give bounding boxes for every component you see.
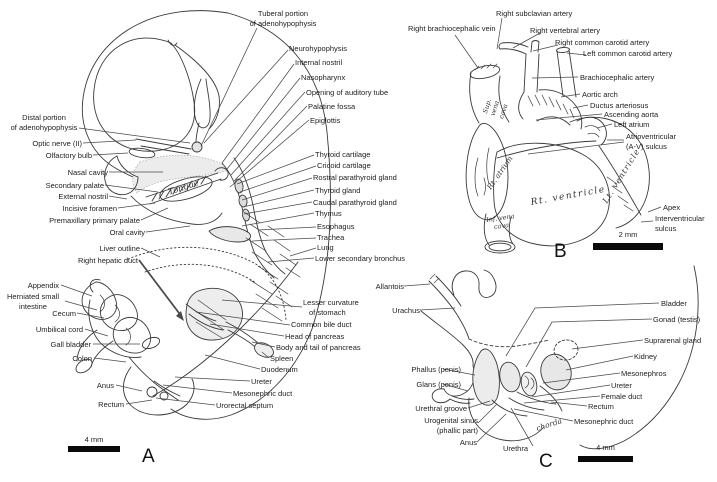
label-common-bile-duct: Common bile duct bbox=[291, 320, 352, 329]
label-tuberal-portion: Tuberal portion of adenohypophysis bbox=[249, 9, 317, 28]
label-ureter-c: Ureter bbox=[611, 381, 632, 390]
inline-label-chorda: chorda bbox=[535, 416, 564, 433]
label-duodenum: Duodenum bbox=[261, 365, 298, 374]
label-anus-c: Anus bbox=[459, 438, 477, 447]
label-esophagus: Esophagus bbox=[317, 222, 355, 231]
label-rectum-c: Rectum bbox=[588, 402, 614, 411]
label-bladder: Bladder bbox=[661, 299, 687, 308]
label-gonad: Gonad (testis) bbox=[653, 315, 701, 324]
label-herniated-intestine: Herniated small intestine bbox=[6, 292, 60, 311]
label-nasal-cavity: Nasal cavity bbox=[67, 168, 108, 177]
label-brachiocephalic-artery: Brachiocephalic artery bbox=[580, 73, 655, 82]
label-left-common-carotid: Left common carotid artery bbox=[583, 49, 673, 58]
label-urorectal-septum: Urorectal septum bbox=[216, 401, 274, 410]
inline-label-sup-vena-cava: Sup. vena cava bbox=[481, 97, 510, 120]
label-urachus: Urachus bbox=[392, 306, 420, 315]
scale-label-c: 4 mm bbox=[596, 443, 615, 452]
label-neurohypophysis: Neurohypophysis bbox=[289, 44, 347, 53]
label-appendix: Appendix bbox=[27, 281, 59, 290]
scale-bar-c bbox=[578, 456, 633, 462]
label-ureter-a: Ureter bbox=[251, 377, 272, 386]
label-cecum: Cecum bbox=[52, 309, 76, 318]
label-nasopharynx: Nasopharynx bbox=[301, 73, 346, 82]
label-glans: Glans (penis) bbox=[416, 380, 461, 389]
label-urethral-groove: Urethral groove bbox=[415, 404, 467, 413]
inline-label-inf-vena-cava: Inf. vena cava bbox=[485, 212, 516, 232]
label-anus-a: Anus bbox=[96, 381, 114, 390]
label-internal-nostril: Internal nostril bbox=[295, 58, 343, 67]
label-liver-outline: Liver outline bbox=[99, 244, 140, 253]
label-spleen: Spleen bbox=[270, 354, 294, 363]
label-lesser-curvature: Lesser curvature of stomach bbox=[303, 298, 359, 317]
inline-label-tongue: Tongue bbox=[167, 178, 201, 198]
label-ductus-arteriosus: Ductus arteriosus bbox=[590, 101, 649, 110]
scale-label-a: 4 mm bbox=[84, 435, 104, 444]
scale-label-b: 2 mm bbox=[618, 230, 638, 239]
label-right-common-carotid: Right common carotid artery bbox=[555, 38, 650, 47]
label-lower-bronchus: Lower secondary bronchus bbox=[315, 254, 406, 263]
label-premaxillary-palate: Premaxillary primary palate bbox=[49, 216, 140, 225]
label-female-duct: Female duct bbox=[601, 392, 643, 401]
label-rostral-parathyroid: Rostral parathyroid gland bbox=[313, 173, 397, 182]
inline-label-lt-ventricle: Lt. ventricle bbox=[601, 147, 642, 205]
label-ascending-aorta: Ascending aorta bbox=[604, 110, 659, 119]
label-right-hepatic-duct: Right hepatic duct bbox=[77, 256, 138, 265]
label-urethra: Urethra bbox=[503, 444, 529, 453]
label-optic-nerve: Optic nerve (II) bbox=[32, 139, 82, 148]
label-secondary-palate: Secondary palate bbox=[45, 181, 104, 190]
label-trachea: Trachea bbox=[317, 233, 345, 242]
label-umbilical-cord: Umbilical cord bbox=[35, 325, 83, 334]
label-apex: Apex bbox=[663, 203, 681, 212]
label-mesonephros: Mesonephros bbox=[621, 369, 667, 378]
label-incisive-foramen: Incisive foramen bbox=[62, 204, 117, 213]
label-rectum-a: Rectum bbox=[98, 400, 124, 409]
label-interventricular-sulcus: Interventricular sulcus bbox=[655, 214, 705, 233]
label-urogenital-sinus: Urogenital sinus (phallic part) bbox=[424, 416, 478, 435]
label-olfactory-bulb: Olfactory bulb bbox=[45, 151, 92, 160]
label-left-atrium: Left atrium bbox=[614, 120, 650, 129]
label-distal-portion: Distal portion of adenohypophysis bbox=[10, 113, 78, 132]
label-epiglottis: Epiglottis bbox=[310, 116, 341, 125]
label-caudal-parathyroid: Caudal parathyroid gland bbox=[313, 198, 397, 207]
scale-bar-b bbox=[593, 243, 663, 250]
label-head-of-pancreas: Head of pancreas bbox=[285, 332, 345, 341]
label-av-sulcus: Atrioventricular (A-V) sulcus bbox=[626, 132, 677, 151]
label-aortic-arch: Aortic arch bbox=[582, 90, 618, 99]
label-body-tail-pancreas: Body and tail of pancreas bbox=[276, 343, 361, 352]
inline-label-rt-atrium: Rt. atrium bbox=[485, 154, 515, 192]
label-thyroid-gland: Thyroid gland bbox=[315, 186, 361, 195]
label-oral-cavity: Oral cavity bbox=[109, 228, 145, 237]
label-suprarenal-gland: Suprarenal gland bbox=[644, 336, 702, 345]
label-mesonephric-duct-a: Mesonephric duct bbox=[233, 389, 293, 398]
panel-letter-c: C bbox=[539, 451, 553, 472]
label-gall-bladder: Gall bladder bbox=[50, 340, 91, 349]
label-thyroid-cartilage: Thyroid cartilage bbox=[315, 150, 371, 159]
label-right-vertebral: Right vertebral artery bbox=[530, 26, 601, 35]
scale-bar-a bbox=[68, 446, 120, 452]
label-right-subclavian: Right subclavian artery bbox=[496, 9, 573, 18]
label-thymus: Thymus bbox=[315, 209, 342, 218]
panel-letter-a: A bbox=[142, 446, 155, 467]
label-colon: Colon bbox=[72, 354, 92, 363]
label-palatine-fossa: Palatine fossa bbox=[308, 102, 356, 111]
label-lung: Lung bbox=[317, 243, 334, 252]
inline-label-rt-ventricle: Rt. ventricle bbox=[530, 184, 607, 208]
label-right-brachiocephalic-vein: Right brachiocephalic vein bbox=[408, 24, 496, 33]
panel-letter-b: B bbox=[554, 241, 567, 262]
label-allantois: Allantois bbox=[375, 282, 404, 291]
label-external-nostril: External nostril bbox=[58, 192, 108, 201]
label-kidney: Kidney bbox=[634, 352, 657, 361]
label-mesonephric-duct-c: Mesonephric duct bbox=[574, 417, 634, 426]
label-auditory-tube: Opening of auditory tube bbox=[306, 88, 389, 97]
label-cricoid-cartilage: Cricoid cartilage bbox=[317, 161, 371, 170]
label-phallus: Phallus (penis) bbox=[411, 365, 461, 374]
